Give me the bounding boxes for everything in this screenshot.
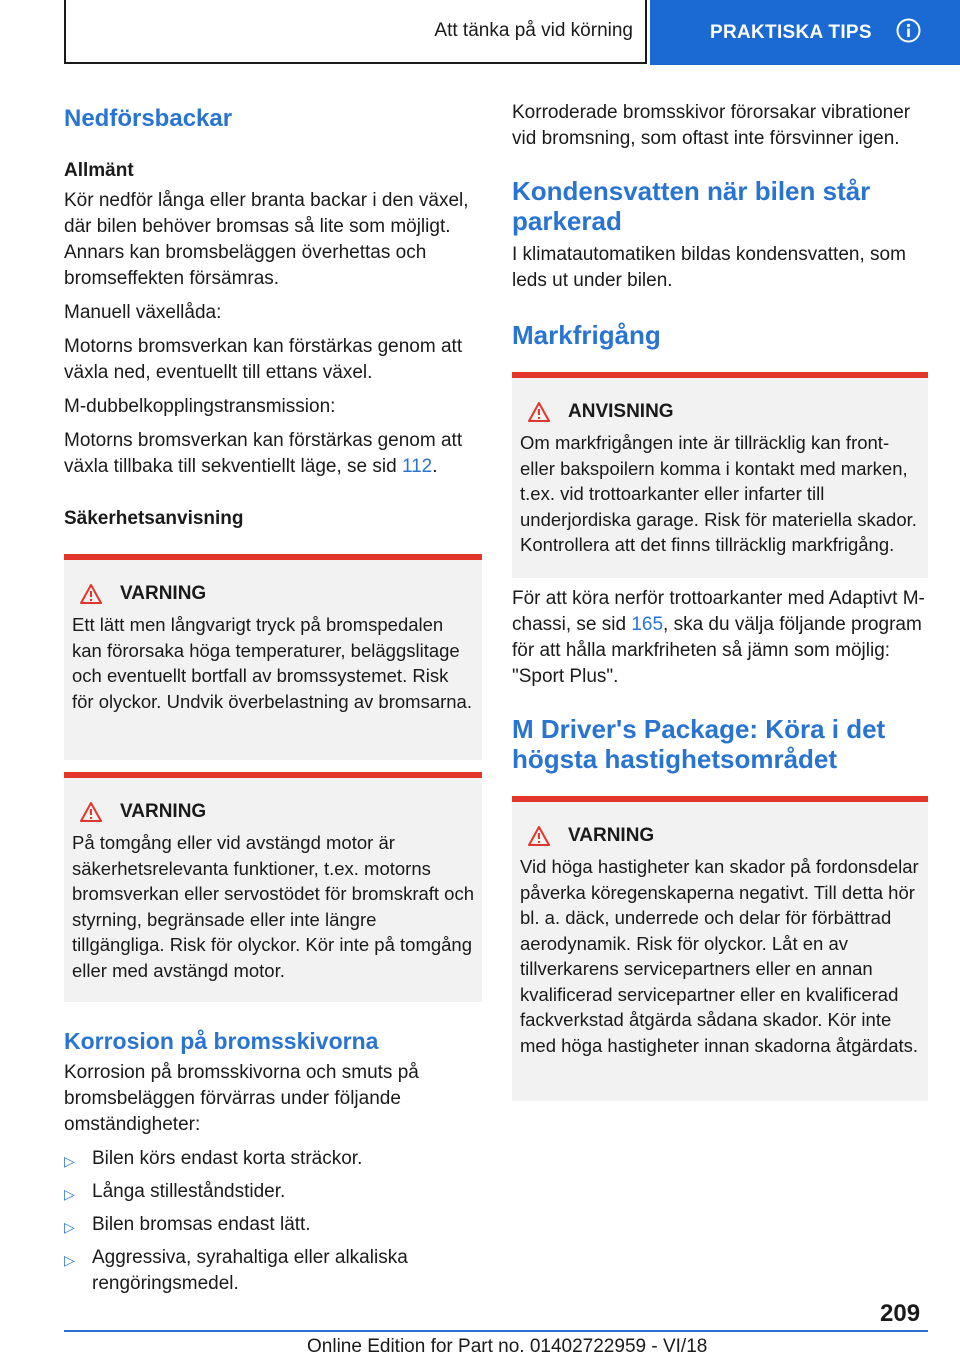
chapter-title: PRAKTISKA TIPS [710, 21, 872, 43]
warning-triangle-icon [80, 802, 102, 822]
warning-triangle-icon [528, 826, 550, 846]
triangle-bullet-icon: ▷ [64, 1153, 75, 1169]
notice-label: ANVISNING [568, 401, 674, 422]
page-link-165[interactable]: 165 [631, 614, 664, 635]
trottoar-text-b: , ska du välja följande program för att hålla markfriheten så jämn som möjlig: "Sport Plus". [512, 614, 922, 687]
footer-divider [64, 1330, 928, 1332]
page-link-112[interactable]: 112 [401, 456, 433, 477]
paragraph-korrosion: Korrosion på bromsskivorna och smuts på bromsbeläggen förvärras under följande omständigheter: [64, 1062, 419, 1135]
warning-triangle-icon [528, 402, 550, 422]
notice-box [512, 372, 928, 578]
mdct-text: Motorns bromsverkan kan förstärkas genom att växla tillbaka till sekventiellt läge, se sid [64, 430, 463, 477]
warning-box-3 [512, 796, 928, 1101]
list-item [64, 1245, 482, 1297]
header-section-title [64, 0, 647, 64]
warning-box-1 [64, 554, 482, 760]
paragraph-korroderade: Korroderade bromsskivor förorsakar vibrationer vid bromsning, som oftast inte försvinner igen. [512, 102, 911, 149]
list-item [64, 1146, 482, 1174]
bullet-text: Bilen körs endast korta sträckor. [92, 1148, 363, 1169]
heading-korrosion: Korrosion på bromsskivorna [64, 1028, 379, 1054]
warning-triangle-icon [80, 584, 102, 604]
paragraph-trottoar [512, 586, 928, 690]
warning-body-1: Ett lätt men långvarigt tryck på bromspedalen kan förorsaka höga temperaturer, beläggslitage och eventuellt bortfall av bromssystemet. Risk för olyckor. Undvik överbelastning av bromsarna. [72, 614, 472, 712]
triangle-bullet-icon: ▷ [64, 1219, 75, 1235]
warning-label: VARNING [120, 583, 207, 604]
info-icon [896, 18, 921, 43]
heading-allmant: Allmänt [64, 160, 134, 181]
list-item [64, 1212, 482, 1240]
list-item [64, 1179, 482, 1207]
warning-title-3 [520, 824, 920, 848]
triangle-bullet-icon: ▷ [64, 1186, 75, 1202]
paragraph-mdct-text [64, 428, 482, 480]
bullet-text: Aggressiva, syrahaltiga eller alkaliska rengöringsmedel. [92, 1247, 408, 1294]
warning-label: VARNING [568, 825, 655, 846]
page-number: 209 [880, 1300, 921, 1327]
heading-m-drivers-package: M Driver's Package: Köra i det högsta hastighetsområdet [512, 714, 886, 774]
paragraph-kondensvatten: I klimatautomatiken bildas kondensvatten, som leds ut under bilen. [512, 244, 906, 291]
paragraph-manuell-text: Motorns bromsverkan kan förstärkas genom att växla ned, eventuellt till ettans växel. [64, 336, 463, 383]
paragraph-manuell-label: Manuell växellåda: [64, 302, 222, 323]
left-column [64, 100, 482, 1302]
mdct-end: . [432, 456, 438, 477]
trottoar-text-a: För att köra nerför trottoarkanter med Adaptivt M-chassi, se sid [512, 588, 925, 635]
bullet-text: Bilen bromsas endast lätt. [92, 1214, 311, 1235]
paragraph-allmant: Kör nedför långa eller branta backar i den växel, där bilen behöver bromsas så lite som möjligt. Annars kan bromsbeläggen överhettas och bromseffekten försämras. [64, 190, 469, 289]
heading-kondensvatten: Kondensvatten när bilen står parkerad [512, 176, 871, 236]
paragraph-mdct-label: M-dubbelkopplingstransmission: [64, 396, 336, 417]
footer-edition: Online Edition for Part no. 01402722959 - VI/18 [307, 1336, 708, 1357]
warning-label: VARNING [120, 801, 207, 822]
heading-markfrigang: Markfrigång [512, 320, 661, 350]
triangle-bullet-icon: ▷ [64, 1252, 75, 1268]
warning-body-2: På tomgång eller vid avstängd motor är säkerhetsrelevanta funktioner, t.ex. motorns bromsverkan eller servostödet för bromskraft och styrning, begränsade eller inte längre tillgängliga. Risk för olyckor. Kör inte på tomgång eller med avstängd motor. [72, 832, 475, 981]
notice-body: Om markfrigången inte är tillräcklig kan front- eller bakspoilern komma i kontakt med marken, t.ex. vid trottoarkanter eller infarter till underjordiska garage. Risk för materiella skador. Kontrollera att det finns tillräcklig markfrigång. [520, 432, 917, 555]
warning-box-2 [64, 772, 482, 1002]
section-title: Att tänka på vid körning [434, 20, 633, 41]
heading-sakerhetsanvisning: Säkerhetsanvisning [64, 508, 244, 529]
right-column [512, 100, 928, 1101]
notice-title [520, 400, 920, 424]
bullet-text: Långa stilleståndstider. [92, 1181, 286, 1202]
warning-title-1 [72, 582, 474, 606]
heading-nedforsbackar: Nedförsbackar [64, 105, 233, 132]
warning-body-3: Vid höga hastigheter kan skador på fordonsdelar påverka köregenskaperna negativt. Till detta hör bl. a. däck, underrede och delar för förbättrad aerodynamik. Risk för olyckor. Låt en av tillverkarens servicepartners eller en annan kvalificerad servicepartner eller en kvalificerad fackverkstad åtgärda sådana skador. Kör inte med höga hastigheter innan skadorna åtgärdats. [520, 856, 919, 1056]
warning-title-2 [72, 800, 474, 824]
header-chapter-tab [650, 0, 960, 65]
bullet-list [64, 1146, 482, 1297]
